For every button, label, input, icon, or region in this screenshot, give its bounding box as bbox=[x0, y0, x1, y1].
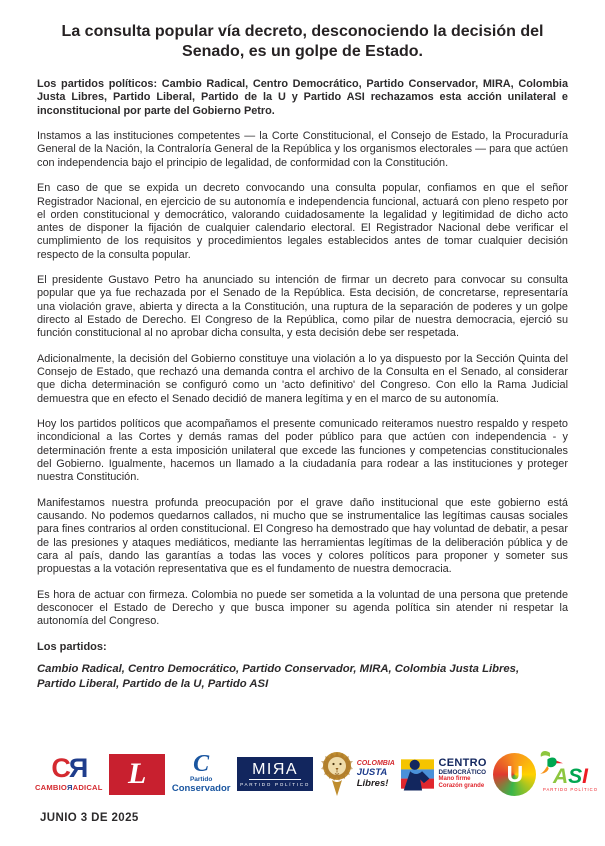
paragraph-respaldo-cortes: Hoy los partidos políticos que acompañamos el presente comunicado reiteramos nuestro respaldo y respeto incondicional a las Cortes y demás ramas del poder público para que actúen con independencia - y determinación frente a esta imposición unilateral que excede las funciones y competencias constitucionales del Gobierno. Igualmente, hacemos un llamado a la ciudadanía para rodear a las instituciones y proteger nuestra Constitución. bbox=[37, 418, 568, 484]
parties-heading: Los partidos: bbox=[37, 640, 107, 653]
paragraph-preocupacion: Manifestamos nuestra profunda preocupación por el grave daño institucional que este gobierno está causando. No podemos quedarnos callados, ni mucho que se instrumentalice las legítimas causas sociales para fines contrarios al orden constitucional. El Congreso ha demostrado que hay voluntad de debatir, a pesar de las presiones y ataques mediáticos, mediante las herramientas legítimas de la deliberación pública y de cara al país, dando las garantías a todas las voces y colores políticos para proponer y someter sus propuestas a la votación representativa que es el fundamento de nuestra democracia. bbox=[37, 496, 568, 576]
parties-signature: Cambio Radical, Centro Democrático, Partido Conservador, MIRA, Colombia Justa Libres, Partido Liberal, Partido de la U, Partido ASI bbox=[37, 662, 520, 691]
u-letter-icon: U bbox=[506, 760, 524, 787]
asi-wordmark: ASI bbox=[552, 764, 588, 788]
partido-liberal-logo bbox=[109, 754, 165, 795]
paragraph-consejo-estado: Adicionalmente, la decisión del Gobierno constituye una violación a lo ya dispuesto por la Sección Quinta del Consejo de Estado, que rechazó una demanda contra el archivo de la Consulta en el Senado, al considerar que dicha determinación se configuró como un 'acto definitivo' del Congreso. Con ello la Rama Judicial demuestra que en efecto el Senado decidió de manera legítima y en el marco de su autonomía. bbox=[37, 352, 568, 405]
conservador-wordmark-line1: Partido bbox=[189, 776, 213, 784]
centro-democratico-logo bbox=[401, 757, 486, 791]
mira-wordmark: MIЯA bbox=[249, 762, 301, 780]
partido-asi-logo bbox=[543, 757, 598, 792]
cambio-radical-wordmark: CAMBIOЯADICAL bbox=[35, 783, 103, 792]
conservador-c-icon: C bbox=[193, 751, 210, 778]
mira-logo bbox=[237, 757, 313, 791]
flag-silhouette-icon bbox=[401, 757, 434, 791]
colombia-justa-libres-wordmark: COLOMBIA JUSTA Libres! bbox=[356, 759, 395, 789]
paragraph-institutions: Instamos a las instituciones competentes — la Corte Constitucional, el Consejo de Estado, la Procuraduría General de la Nación, la Contraloría General de la República y los organismos electorales — para que actúen con independencia bajo el principio de legalidad, de conformidad con la Constitución. bbox=[37, 130, 568, 169]
paragraph-registrador: En caso de que se expida un decreto convocando una consulta popular, confiamos en que el señor Registrador Nacional, en ejercicio de su autonomía e independencia funcional, actuará con pleno respeto por el orden constitucional y democrático, valorando cuidadosamente la legalidad y legitimidad de dicho acto antes de disponer la fijación de cualquier calendario electoral. El Registrador Nacional debe verificar el cumplimiento de los requisitos y procedimientos legales establecidos antes de tomar cualquier decisión respecto de la consulta popular. bbox=[37, 182, 568, 261]
document-body bbox=[37, 78, 568, 628]
hummingbird-icon bbox=[537, 749, 563, 775]
partido-de-la-u-logo bbox=[493, 753, 536, 796]
paragraph-petro-decree: El presidente Gustavo Petro ha anunciado su intención de firmar un decreto para convocar su consulta popular que ya fue rechazada por el Senado de la República. Esta decisión, de concretarse, representaría una violación grave, abierta y directa a la Constitución, una ruptura de la separación de poderes y un golpe directo al Estado de Derecho. El Congreso de la República, como pilar de nuestra democracia, ejerció su función constitucional al no aprobar dicha consulta, y esta decisión debe ser respetada. bbox=[37, 274, 568, 340]
partido-conservador-logo bbox=[171, 751, 231, 794]
paragraph-actuar-firmeza: Es hora de actuar con firmeza. Colombia no puede ser sometida a la voluntad de una persona que pretende desconocer el Estado de Derecho y que busca imponer su agenda política sin atender ni respetar la autonomía del Congreso. bbox=[37, 588, 568, 628]
liberal-l-icon: L bbox=[128, 757, 147, 790]
cambio-radical-logo bbox=[35, 753, 103, 792]
centro-democratico-wordmark: CENTRO DEMOCRÁTICO Mano firme Corazón grande bbox=[438, 756, 487, 790]
page-title: La consulta popular vía decreto, desconociendo la decisión del Senado, es un golpe de Estado. bbox=[61, 23, 544, 60]
colombia-justa-libres-logo bbox=[320, 750, 395, 798]
paragraph-parties-rejection: Los partidos políticos: Cambio Radical, Centro Democrático, Partido Conservador, MIRA, Colombia Justa Libres, Partido Liberal, Partido de la U y Partido ASI rechazamos esta acción unilateral e inconstitucional por parte del Gobierno Petro. bbox=[37, 78, 568, 117]
mira-subtitle: PARTIDO POLÍTICO bbox=[240, 781, 311, 787]
lion-icon bbox=[320, 750, 354, 798]
party-logos-row bbox=[35, 742, 598, 806]
cambio-radical-monogram-icon: CЯ bbox=[51, 753, 87, 783]
document-date: JUNIO 3 DE 2025 bbox=[40, 812, 139, 824]
asi-subtitle: PARTIDO POLÍTICO bbox=[543, 786, 598, 792]
conservador-wordmark-line2: Conservador bbox=[171, 782, 231, 794]
